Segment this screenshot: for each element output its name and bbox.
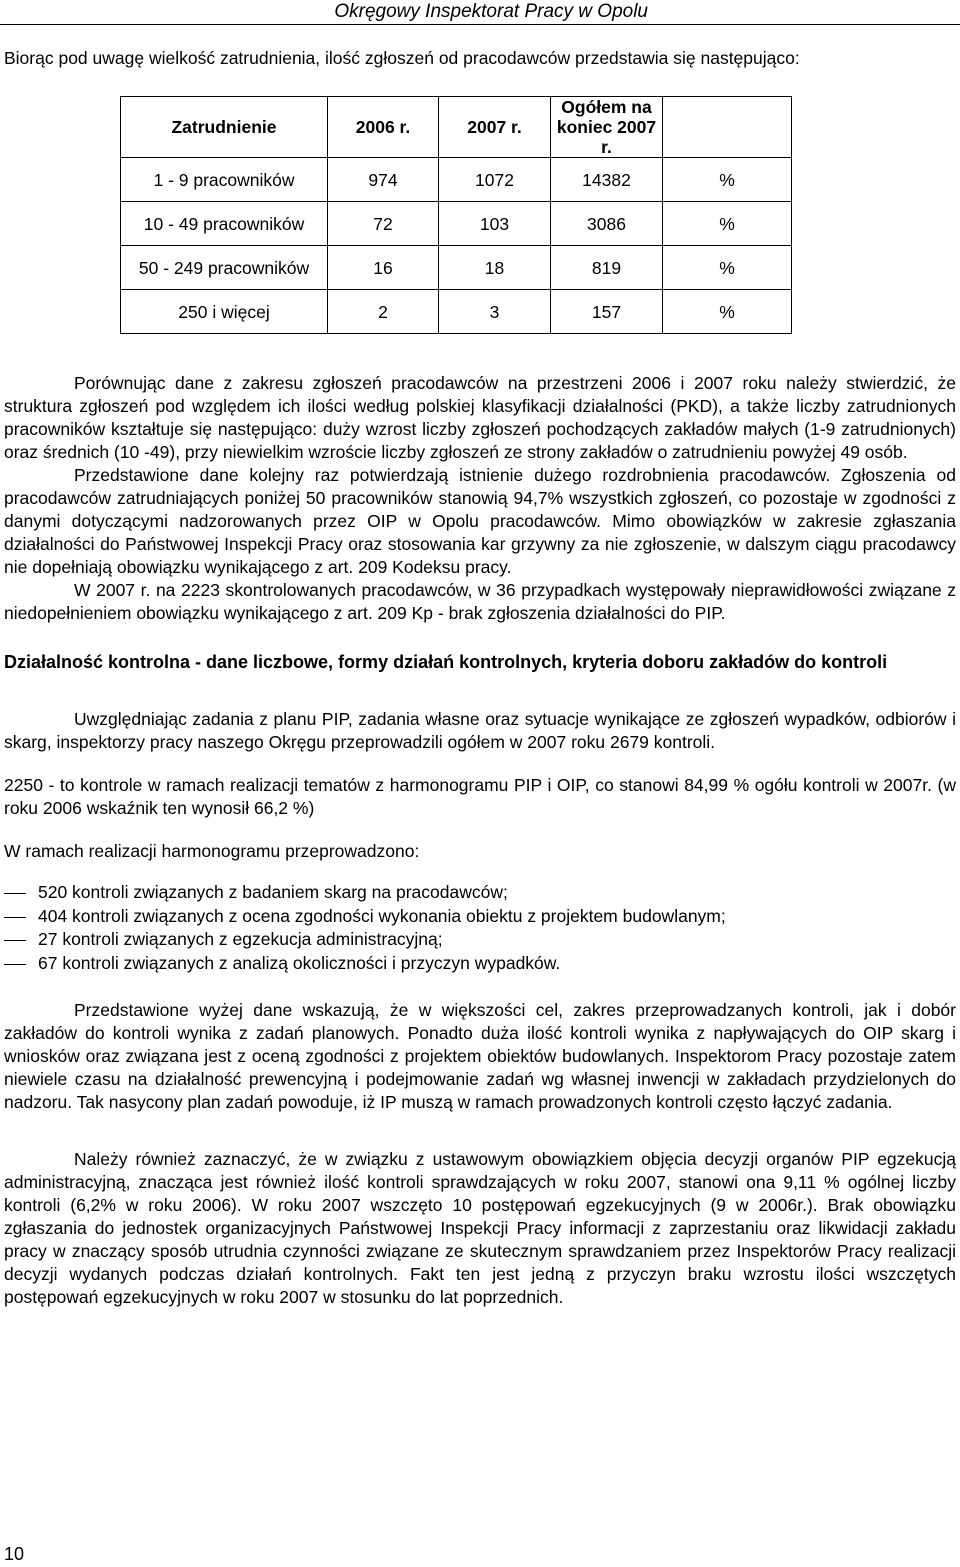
table-cell: 72 (328, 202, 439, 246)
page-header (0, 0, 960, 25)
table-cell: % (663, 246, 792, 290)
paragraph-fragmentation: Przedstawione dane kolejny raz potwierdzają istnienie dużego rozdrobnienia pracodawców. Zgłoszenia od pracodawców zatrudniających poniżej 50 pracowników stanowią 94,7% wszystkich zgłoszeń, co pozostaje w zgodności z danymi dotyczącymi nadzorowanych przez OIP w Opolu pracodawców. Mimo obowiązków w zakresie zgłaszania działalności do Państwowej Inspekcji Pracy oraz stosowania kar grzywny za nie zgłoszenie, w dalszym ciągu pracodawcy nie dopełniają obowiązku wynikającego z art. 209 Kodeksu pracy. (4, 465, 956, 577)
table-header-cell (663, 97, 792, 158)
table-header-cell: 2006 r. (328, 97, 439, 158)
table-cell: 3 (439, 290, 551, 334)
table-cell: 50 - 249 pracowników (121, 246, 328, 290)
list-item: 67 kontroli związanych z analizą okoliczności i przyczyn wypadków. (4, 952, 956, 976)
paragraph-planning: Przedstawione wyżej dane wskazują, że w większości cel, zakres przeprowadzanych kontroli, jak i dobór zakładów do kontroli wynika z zadań planowych. Ponadto duża ilość kontroli wynika z napływających do OIP skarg i wniosków oraz związana jest z oceną zgodności z projektem obiektów budowlanych. Inspektorom Pracy pozostaje zatem niewiele czasu na działalność prewencyjną i podejmowanie zadań wg własnej inwencji w zakładach przydzielonych do nadzoru. Tak nasycony plan zadań powoduje, iż IP muszą w ramach prowadzonych kontroli często łączyć zadania. (4, 1000, 956, 1112)
table-header-cell: Zatrudnienie (121, 97, 328, 158)
table-cell: % (663, 158, 792, 202)
table-cell: 10 - 49 pracowników (121, 202, 328, 246)
paragraph-schedule-controls: 2250 - to kontrole w ramach realizacji tematów z harmonogramu PIP i OIP, co stanowi 84,99 % ogółu kontroli w 2007r. (w roku 2006 wskaźnik ten wynosił 66,2 %) (4, 775, 956, 818)
table-header-row (121, 97, 792, 158)
table-cell: 3086 (551, 202, 663, 246)
paragraph-list-intro: W ramach realizacji harmonogramu przeprowadzono: (4, 841, 420, 861)
list-item: 27 kontroli związanych z egzekucja administracyjną; (4, 928, 956, 952)
table-cell: % (663, 290, 792, 334)
table-cell: 14382 (551, 158, 663, 202)
document-body (4, 46, 956, 1309)
table-cell: 2 (328, 290, 439, 334)
intro-paragraph: Biorąc pod uwagę wielkość zatrudnienia, ilość zgłoszeń od pracodawców przedstawia się następująco: (4, 48, 800, 68)
table-cell: 103 (439, 202, 551, 246)
table-cell: 1072 (439, 158, 551, 202)
table-row (121, 202, 792, 246)
page-number: 10 (4, 1544, 25, 1564)
table-header-cell: 2007 r. (439, 97, 551, 158)
section-heading: Działalność kontrolna - dane liczbowe, formy działań kontrolnych, kryteria doboru zakładów do kontroli (4, 652, 888, 672)
list-item: 404 kontroli związanych z ocena zgodności wykonania obiektu z projektem budowlanym; (4, 905, 956, 929)
table-row (121, 290, 792, 334)
table-cell: 1 - 9 pracowników (121, 158, 328, 202)
paragraph-irregularities: W 2007 r. na 2223 skontrolowanych pracodawców, w 36 przypadkach występowały nieprawidłowości związane z niedopełnieniem obowiązku wynikającego z art. 209 Kp - brak zgłoszenia działalności do PIP. (4, 580, 956, 623)
table-header-cell: Ogółem na koniec 2007 r. (551, 97, 663, 158)
table-cell: 250 i więcej (121, 290, 328, 334)
paragraph-structure: Porównując dane z zakresu zgłoszeń pracodawców na przestrzeni 2006 i 2007 roku należy stwierdzić, że struktura zgłoszeń pod względem ich ilości według polskiej klasyfikacji działalności (PKD), a także liczby zatrudnionych pracowników kształtuje się następująco: duży wzrost liczby zgłoszeń pochodzących zakładów małych (1-9 zatrudnionych) oraz średnich (10 -49), przy niewielkim wzroście liczby zgłoszeń ze strony zakładów o zatrudnieniu powyżej 49 osób. (4, 373, 956, 462)
table-cell: 18 (439, 246, 551, 290)
table-cell: 157 (551, 290, 663, 334)
paragraph-total-controls: Uwzględniając zadania z planu PIP, zadania własne oraz sytuacje wynikające ze zgłoszeń wypadków, odbiorów i skarg, inspektorzy pracy naszego Okręgu przeprowadzili ogółem w 2007 roku 2679 kontroli. (4, 709, 956, 752)
controls-list (4, 881, 956, 975)
table-row (121, 246, 792, 290)
table-cell: 819 (551, 246, 663, 290)
paragraph-enforcement: Należy również zaznaczyć, że w związku z ustawowym obowiązkiem objęcia decyzji organów PIP egzekucją administracyjną, znacząca jest również ilość kontroli sprawdzających w roku 2007, stanowi ona 9,11 % ogólnej liczby kontroli (6,2% w roku 2006). W roku 2007 wszczęto 10 postępowań egzekucyjnych (9 w 2006r.). Brak obowiązku zgłaszania do jednostek organizacyjnych Państwowej Inspekcji Pracy informacji z zaprzestaniu oraz likwidacji zakładu pracy w znaczący sposób utrudnia czynności związane ze skutecznym sprawdzaniem przez Inspektorów Pracy realizacji decyzji wydanych podczas działań kontrolnych. Fakt ten jest jedną z przyczyn braku wzrostu ilości wszczętych postępowań egzekucyjnych w roku 2007 w stosunku do lat poprzednich. (4, 1149, 956, 1307)
employment-table (120, 96, 792, 334)
list-item: 520 kontroli związanych z badaniem skarg na pracodawców; (4, 881, 956, 905)
table-row (121, 158, 792, 202)
table-cell: % (663, 202, 792, 246)
table-cell: 16 (328, 246, 439, 290)
header-title: Okręgowy Inspektorat Pracy w Opolu (334, 1, 648, 22)
table-cell: 974 (328, 158, 439, 202)
